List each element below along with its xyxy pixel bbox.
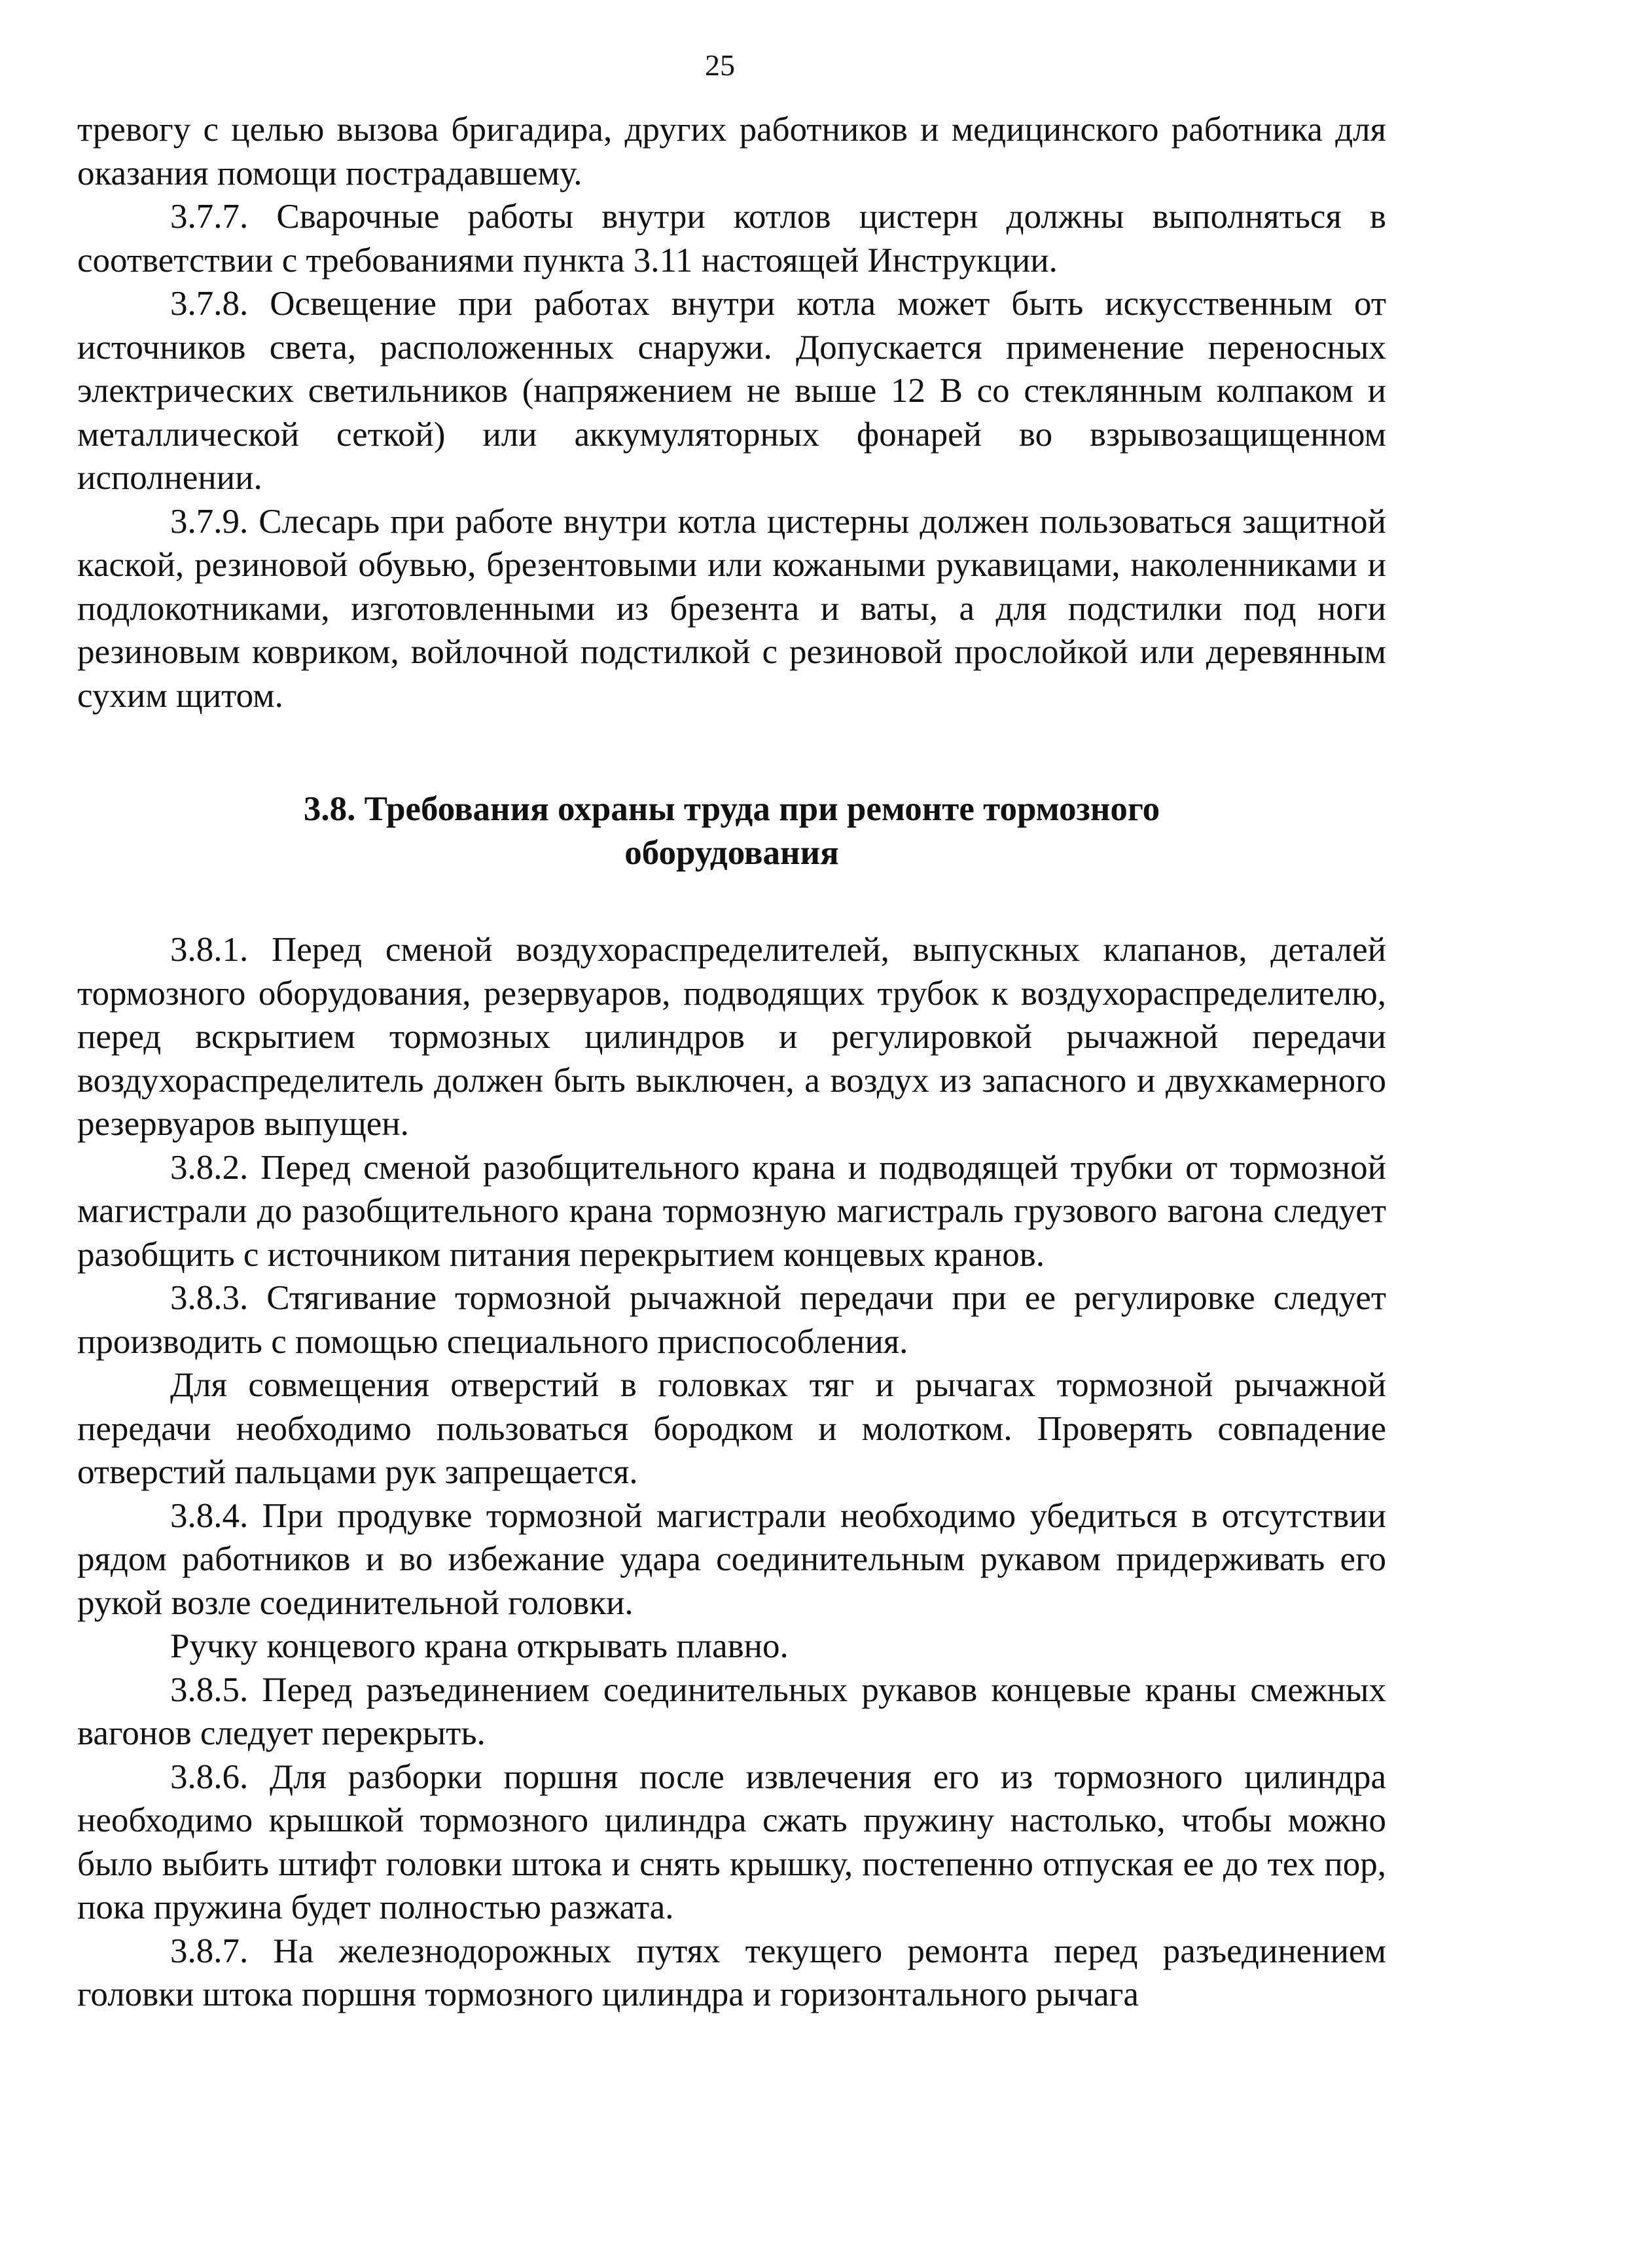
paragraph-3-8-7: 3.8.7. На железнодорожных путях текущего ремонта перед разъединением головки штока поршня тормозного цилиндра и горизонтального рычага xyxy=(77,1932,1386,2013)
page-number: 25 xyxy=(705,48,735,82)
document-body xyxy=(77,108,1386,2017)
paragraph-3-7-8: 3.7.8. Освещение при работах внутри котла может быть искусственным от источников света, расположенных снаружи. Допускается применение переносных электрических светильников (напряжением не выше 12 В со стеклянным колпаком и металлической сеткой) или аккумуляторных фонарей во взрывозащищенном исполнении. xyxy=(77,285,1386,497)
paragraph-3-8-2: 3.8.2. Перед сменой разобщительного крана и подводящей трубки от тормозной магистрали до разобщительного крана тормозную магистраль грузового вагона следует разобщить с источником питания перекрытием концевых кранов. xyxy=(77,1148,1386,1274)
paragraph-3-8-1: 3.8.1. Перед сменой воздухораспределителей, выпускных клапанов, деталей тормозного оборудования, резервуаров, подводящих трубок к воздухораспределителю, перед вскрытием тормозных цилиндров и регулировкой рычажной передачи воздухораспределитель должен быть выключен, а воздух из запасного и двухкамерного резервуаров выпущен. xyxy=(77,931,1386,1143)
paragraph-3-7-7: 3.7.7. Сварочные работы внутри котлов цистерн должны выполняться в соответствии с требованиями пункта 3.11 настоящей Инструкции. xyxy=(77,198,1386,279)
section-heading-line-1: 3.8. Требования охраны труда при ремонте тормозного xyxy=(303,790,1160,828)
paragraph-3-8-4-note: Ручку концевого крана открывать плавно. xyxy=(170,1627,789,1665)
paragraph-3-8-3: 3.8.3. Стягивание тормозной рычажной передачи при ее регулировке следует производить с помощью специального приспособления. xyxy=(77,1279,1386,1361)
paragraph-3-8-6: 3.8.6. Для разборки поршня после извлечения его из тормозного цилиндра необходимо крышкой тормозного цилиндра сжать пружину настолько, чтобы можно было выбить штифт головки штока и снять крышку, постепенно отпуская ее до тех пор, пока пружина будет полностью разжата. xyxy=(77,1757,1386,1926)
paragraph-continuation: тревогу с целью вызова бригадира, других работников и медицинского работника для оказания помощи пострадавшему. xyxy=(77,111,1386,192)
section-heading-3-8 xyxy=(77,787,1386,874)
paragraph-3-8-3-note: Для совмещения отверстий в головках тяг и рычагах тормозной рычажной передачи необходимо пользоваться бородком и молотком. Проверять совпадение отверстий пальцами рук запрещается. xyxy=(77,1366,1386,1491)
section-heading-line-2: оборудования xyxy=(624,833,839,872)
paragraph-3-8-4: 3.8.4. При продувке тормозной магистрали необходимо убедиться в отсутствии рядом работников и во избежание удара соединительным рукавом придерживать его рукой возле соединительной головки. xyxy=(77,1496,1386,1622)
paragraph-3-7-9: 3.7.9. Слесарь при работе внутри котла цистерны должен пользоваться защитной каской, резиновой обувью, брезентовыми или кожаными рукавицами, наколенниками и подлокотниками, изготовленными из брезента и ваты, а для подстилки под ноги резиновым ковриком, войлочной подстилкой с резиновой прослойкой или деревянным сухим щитом. xyxy=(77,502,1386,715)
paragraph-3-8-5: 3.8.5. Перед разъединением соединительных рукавов концевые краны смежных вагонов следует перекрыть. xyxy=(77,1670,1386,1752)
